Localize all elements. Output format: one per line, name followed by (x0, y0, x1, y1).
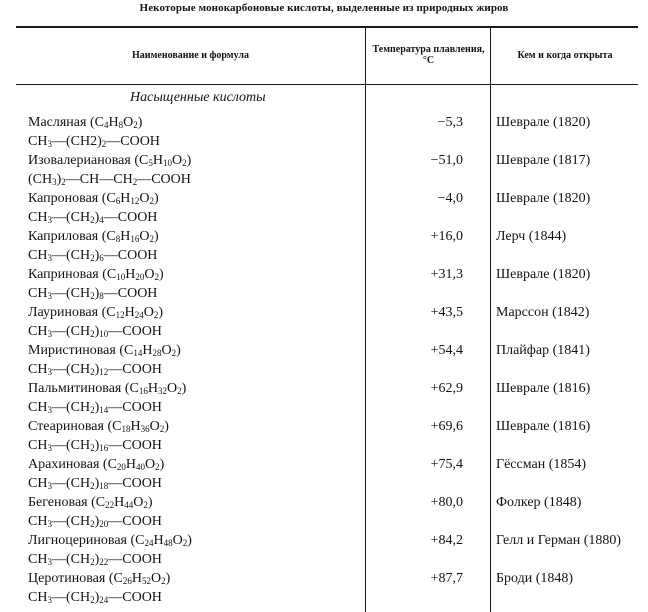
acid-name: Арахиновая (28, 457, 100, 472)
melting-point-value: +87,7 (430, 571, 463, 586)
discovery-credit: Шеврале (1820) (496, 267, 591, 282)
melting-point-value: +84,2 (430, 533, 463, 548)
discovery-credit: Шеврале (1816) (496, 381, 591, 396)
discovery-credit: Шеврале (1820) (496, 191, 591, 206)
discovery-credit: Фолкер (1848) (496, 495, 582, 510)
acid-name-molecular-formula: Масляная $(C_4H_8O_2)$ (28, 115, 143, 130)
acid-name-molecular-formula: Церотиновая $(C_{26}H_{52}O_2)$ (28, 571, 171, 586)
melting-point-value: +16,0 (430, 229, 463, 244)
acid-rows (0, 113, 648, 607)
acid-name: Пальмитиновая (28, 381, 122, 396)
acid-name-molecular-formula: Миристиновая $(C_{14}H_{28}O_2)$ (28, 343, 181, 358)
acid-name: Бегеновая (28, 495, 88, 510)
condensed-formula: $CH_3—(CH_2)_{12}—COOH$ (28, 362, 162, 377)
melting-point-value: +43,5 (430, 305, 463, 320)
header-name-formula: Наименование и формула (132, 49, 249, 61)
acid-row (0, 151, 648, 189)
discovery-credit: Марссон (1842) (496, 305, 590, 320)
acid-name: Изовалериановая (28, 153, 131, 168)
melting-point-value: −4,0 (437, 191, 463, 206)
acid-row (0, 417, 648, 455)
condensed-formula: $CH_3—(CH_2)_8—COOH$ (28, 286, 158, 301)
melting-point-value: +75,4 (430, 457, 463, 472)
condensed-formula: $CH_3—(CH_2)_{24}—COOH$ (28, 590, 162, 605)
acid-row (0, 227, 648, 265)
acid-name: Капроновая (28, 191, 99, 206)
acid-name-molecular-formula: Бегеновая $(C_{22}H_{44}O_2)$ (28, 495, 153, 510)
discovery-credit: Шеврале (1816) (496, 419, 591, 434)
acid-name: Каприновая (28, 267, 99, 282)
acid-name-molecular-formula: Каприловая $(C_8H_{16}O_2)$ (28, 229, 159, 244)
acid-name: Лигноцериновая (28, 533, 127, 548)
acid-name-molecular-formula: Лауриновая $(C_{12}H_{24}O_2)$ (28, 305, 163, 320)
acid-name: Лауриновая (28, 305, 99, 320)
condensed-formula: $CH_3—(CH_2)_{16}—COOH$ (28, 438, 162, 453)
discovery-credit: Броди (1848) (496, 571, 574, 586)
acid-name: Масляная (28, 115, 87, 130)
condensed-formula: $CH_3—(CH2)_2—COOH$ (28, 134, 160, 149)
header-rule (16, 84, 638, 85)
header-melting-point: Температура плавления, °С (372, 44, 485, 66)
discovery-credit: Лерч (1844) (496, 229, 567, 244)
melting-point-value: −51,0 (430, 153, 463, 168)
section-heading: Насыщенные кислоты (130, 90, 266, 105)
melting-point-value: +62,9 (430, 381, 463, 396)
table-title: Некоторые монокарбоновые кислоты, выделенные из природных жиров (139, 2, 509, 14)
acid-name-molecular-formula: Лигноцериновая $(C_{24}H_{48}O_2)$ (28, 533, 192, 548)
acid-row (0, 379, 648, 417)
acid-name: Церотиновая (28, 571, 106, 586)
header-discovery: Кем и когда открыта (517, 49, 613, 61)
condensed-formula: $CH_3—(CH_2)_{14}—COOH$ (28, 400, 162, 415)
acid-name-molecular-formula: Каприновая $(C_{10}H_{20}O_2)$ (28, 267, 164, 282)
acid-row (0, 531, 648, 569)
acid-row (0, 569, 648, 607)
acid-row (0, 341, 648, 379)
acid-row (0, 455, 648, 493)
melting-point-value: +80,0 (430, 495, 463, 510)
condensed-formula: $CH_3—(CH_2)_4—COOH$ (28, 210, 158, 225)
condensed-formula: $CH_3—(CH_2)_{10}—COOH$ (28, 324, 162, 339)
discovery-credit: Гелл и Герман (1880) (496, 533, 622, 548)
acid-name-molecular-formula: Капроновая $(C_6H_{12}O_2)$ (28, 191, 159, 206)
acid-row (0, 113, 648, 151)
condensed-formula: $CH_3—(CH_2)_6—COOH$ (28, 248, 158, 263)
discovery-credit: Гёссман (1854) (496, 457, 587, 472)
condensed-formula: $CH_3—(CH_2)_{18}—COOH$ (28, 476, 162, 491)
acid-name: Стеариновая (28, 419, 104, 434)
condensed-formula: $CH_3—(CH_2)_{20}—COOH$ (28, 514, 162, 529)
acid-row (0, 189, 648, 227)
melting-point-value: +69,6 (430, 419, 463, 434)
acid-name-molecular-formula: Стеариновая $(C_{18}H_{36}O_2)$ (28, 419, 169, 434)
acid-name: Миристиновая (28, 343, 116, 358)
acid-name-molecular-formula: Пальмитиновая $(C_{16}H_{32}O_2)$ (28, 381, 187, 396)
acid-name: Каприловая (28, 229, 99, 244)
acid-row (0, 303, 648, 341)
discovery-credit: Плайфар (1841) (496, 343, 590, 358)
condensed-formula: $(CH_3)_2—CH—CH_2—COOH$ (28, 172, 191, 187)
acid-name-molecular-formula: Изовалериановая $(C_5H_{10}O_2)$ (28, 153, 192, 168)
condensed-formula: $CH_3—(CH_2)_{22}—COOH$ (28, 552, 162, 567)
discovery-credit: Шеврале (1820) (496, 115, 591, 130)
melting-point-value: +54,4 (430, 343, 463, 358)
acid-name-molecular-formula: Арахиновая $(C_{20}H_{40}O_2)$ (28, 457, 165, 472)
melting-point-value: +31,3 (430, 267, 463, 282)
melting-point-value: −5,3 (437, 115, 463, 130)
discovery-credit: Шеврале (1817) (496, 153, 591, 168)
acid-row (0, 265, 648, 303)
acid-row (0, 493, 648, 531)
